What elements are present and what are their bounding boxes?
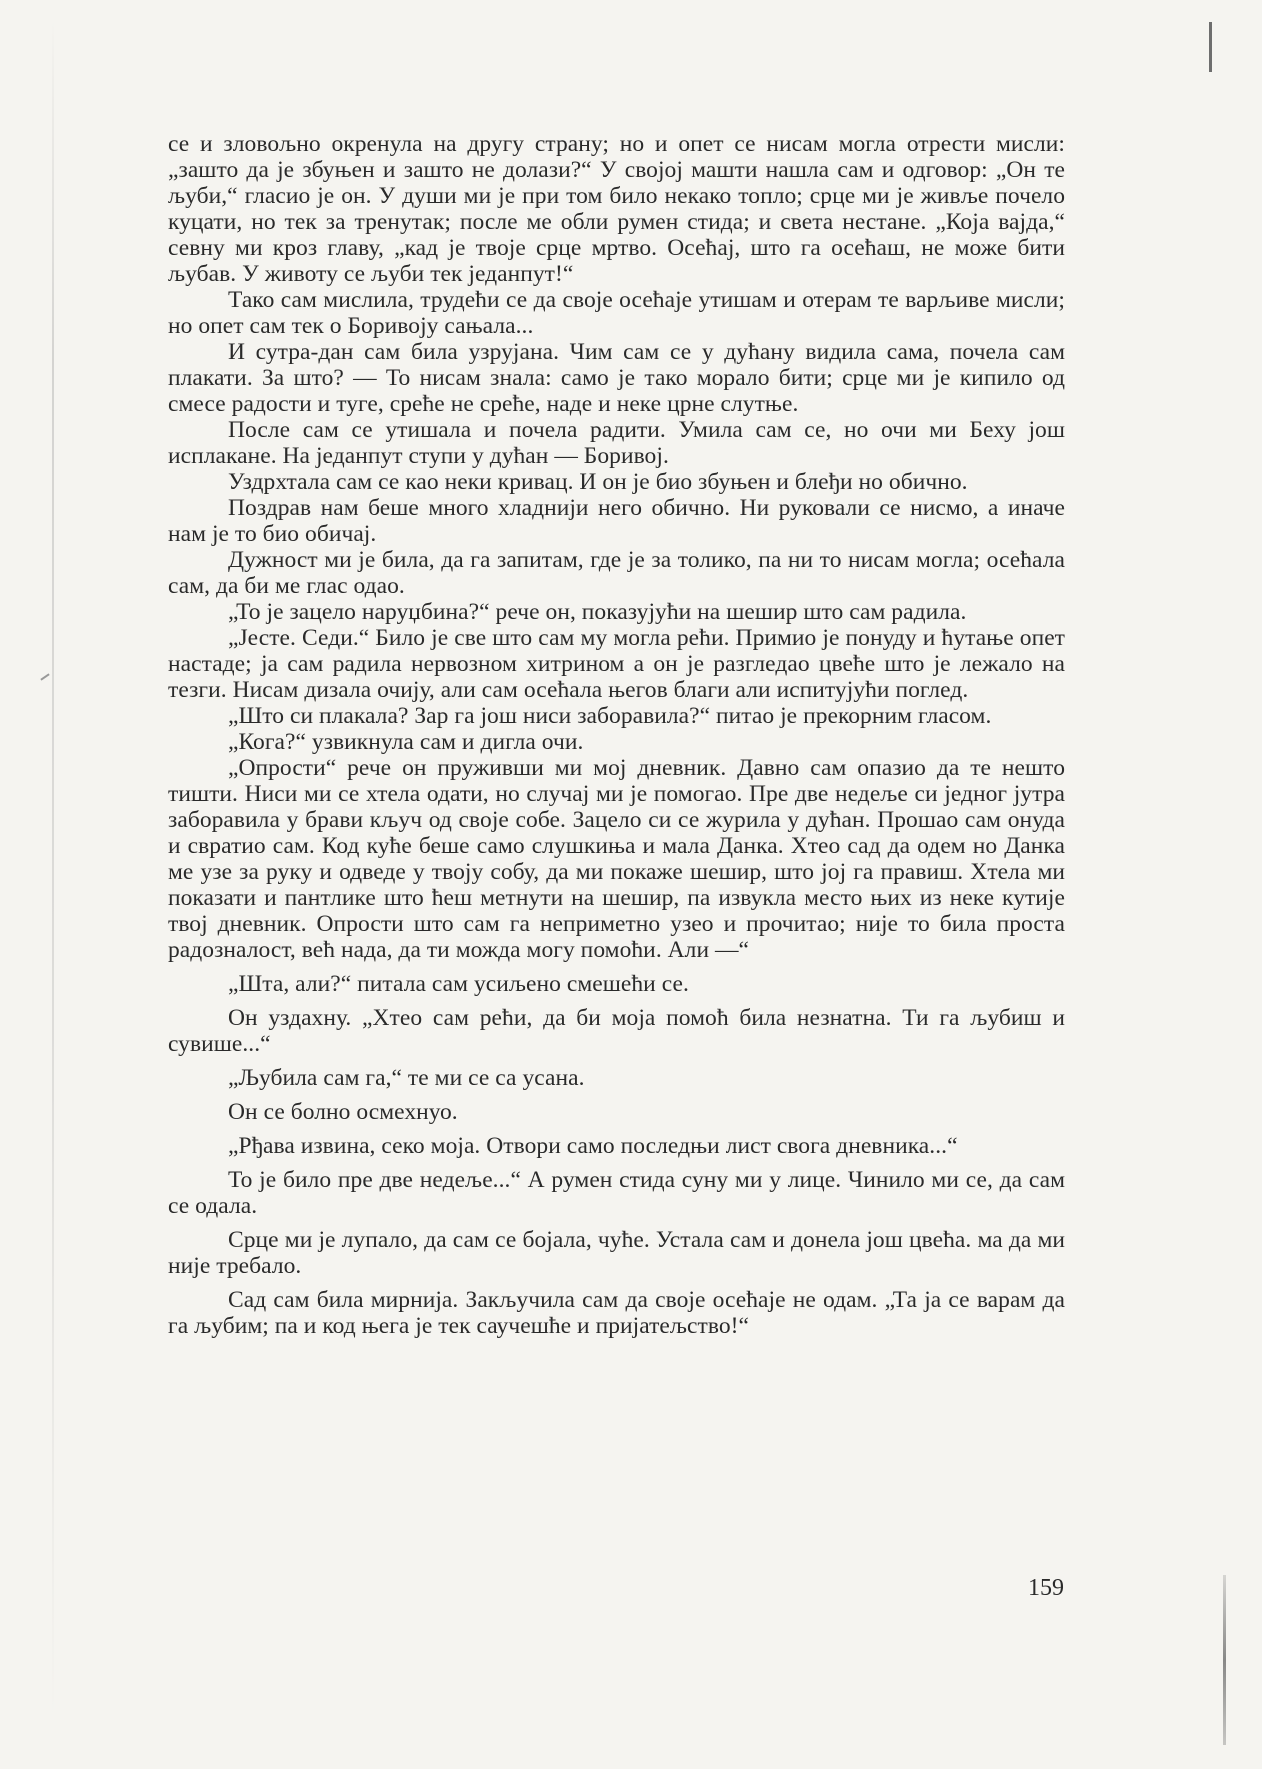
paragraph: Тако сам мислила, трудећи се да своје осећаје утишам и отерам те варљиве мисли; но опет сам тек о Боривоју сањала... — [168, 287, 1065, 339]
paragraph: „Што си плакала? Зар га још ниси заборавила?“ питао је прекорним гласом. — [228, 703, 992, 729]
scan-edge-left — [52, 20, 54, 1720]
scan-edge-right-bottom — [1223, 1575, 1226, 1745]
paragraph: „Рђава извина, секо моја. Отвори само последњи лист свога дневника...“ — [228, 1133, 958, 1159]
paragraph: Сад сам била мирнија. Закључила сам да своје осећаје не одам. „Та ја се варам да га љубим; па и код њега је тек саучешће и пријатељство!“ — [168, 1287, 1065, 1339]
paragraph: И сутра-дан сам била узрујана. Чим сам се у дућану видила сама, почела сам плакати. За што? — То нисам знала: само је тако морало бити; срце ми је кипило од смесе радости и туге, среће не среће, наде и неке црне слутње. — [168, 339, 1065, 417]
paragraph: То је било пре две недеље...“ А румен стида суну ми у лице. Чинило ми се, да сам се одала. — [168, 1167, 1065, 1219]
paragraph: „Шта, али?“ питала сам усиљено смешећи се. — [228, 971, 689, 997]
paragraph: Поздрав нам беше много хладнији него обично. Ни руковали се нисмо, а иначе нам је то био обичај. — [168, 495, 1065, 547]
paragraph: се и зловољно окренула на другу страну; но и опет се нисам могла отрести мисли: „зашто да је збуњен и зашто не долази?“ У својој машти нашла сам и одговор: „Он те љуби,“ гласио је он. У души ми је при том било некако топло; срце ми је живље почело куцати, но тек за тренутак; после ме обли румен стида; и света нестане. „Која вајда,“ севну ми кроз главу, „кад је твоје срце мртво. Осећај, што га осећаш, не може бити љубав. У животу се љуби тек једанпут!“ — [168, 131, 1065, 287]
paragraph: „То је зацело наруџбина?“ рече он, показујући на шешир што сам радила. — [228, 599, 967, 625]
page-number: 159 — [1028, 1575, 1064, 1601]
paragraph: После сам се утишала и почела радити. Умила сам се, но очи ми Беху још исплакане. На једанпут ступи у дућан — Боривој. — [168, 417, 1065, 469]
paragraph: Он се болно осмехнуо. — [228, 1099, 458, 1125]
paragraph: „Кога?“ узвикнула сам и дигла очи. — [228, 729, 584, 755]
scan-edge-right-top — [1209, 22, 1212, 72]
paragraph: „Јесте. Седи.“ Било је све што сам му могла рећи. Примио је понуду и ћутање опет настаде; ја сам радила нервозном хитрином а он је разгледао цвеће што је лежало на тезги. Нисам дизала очију, али сам осећала његов благи али испитујући поглед. — [168, 625, 1065, 703]
paragraph: Дужност ми је била, да га запитам, где је за толико, па ни то нисам могла; осећала сам, да би ме глас одао. — [168, 547, 1065, 599]
paragraph: Уздрхтала сам се као неки кривац. И он је био збуњен и блеђи но обично. — [228, 469, 968, 495]
paragraph: Он уздахну. „Хтео сам рећи, да би моја помоћ била незнатна. Ти га љубиш и сувише...“ — [168, 1005, 1065, 1057]
paragraph: „Опрости“ рече он пруживши ми мој дневник. Давно сам опазио да те нешто тишти. Ниси ми се хтела одати, но случај ми је помогао. Пре две недеље си једног јутра заборавила у брави кључ од своје собе. Зацело си се журила у дућан. Прошао сам онуда и свратио сам. Код куће беше само слушкиња и мала Данка. Хтео сад да одем но Данка ме узе за руку и одведе у твоју собу, да ми покаже шешир, што јој га правиш. Хтела ми показати и пантлике што ћеш метнути на шешир, па извукла место њих из неке кутије твој дневник. Опрости што сам га неприметно узео и прочитао; није то била проста радозналост, већ нада, да ти можда могу помоћи. Али —“ — [168, 755, 1065, 963]
scan-mark — [40, 673, 49, 680]
body-text — [168, 131, 1065, 1339]
paragraph: Срце ми је лупало, да сам се бојала, чуће. Устала сам и донела још цвећа. ма да ми није требало. — [168, 1227, 1065, 1279]
paragraph: „Љубила сам га,“ те ми се са усана. — [228, 1065, 585, 1091]
